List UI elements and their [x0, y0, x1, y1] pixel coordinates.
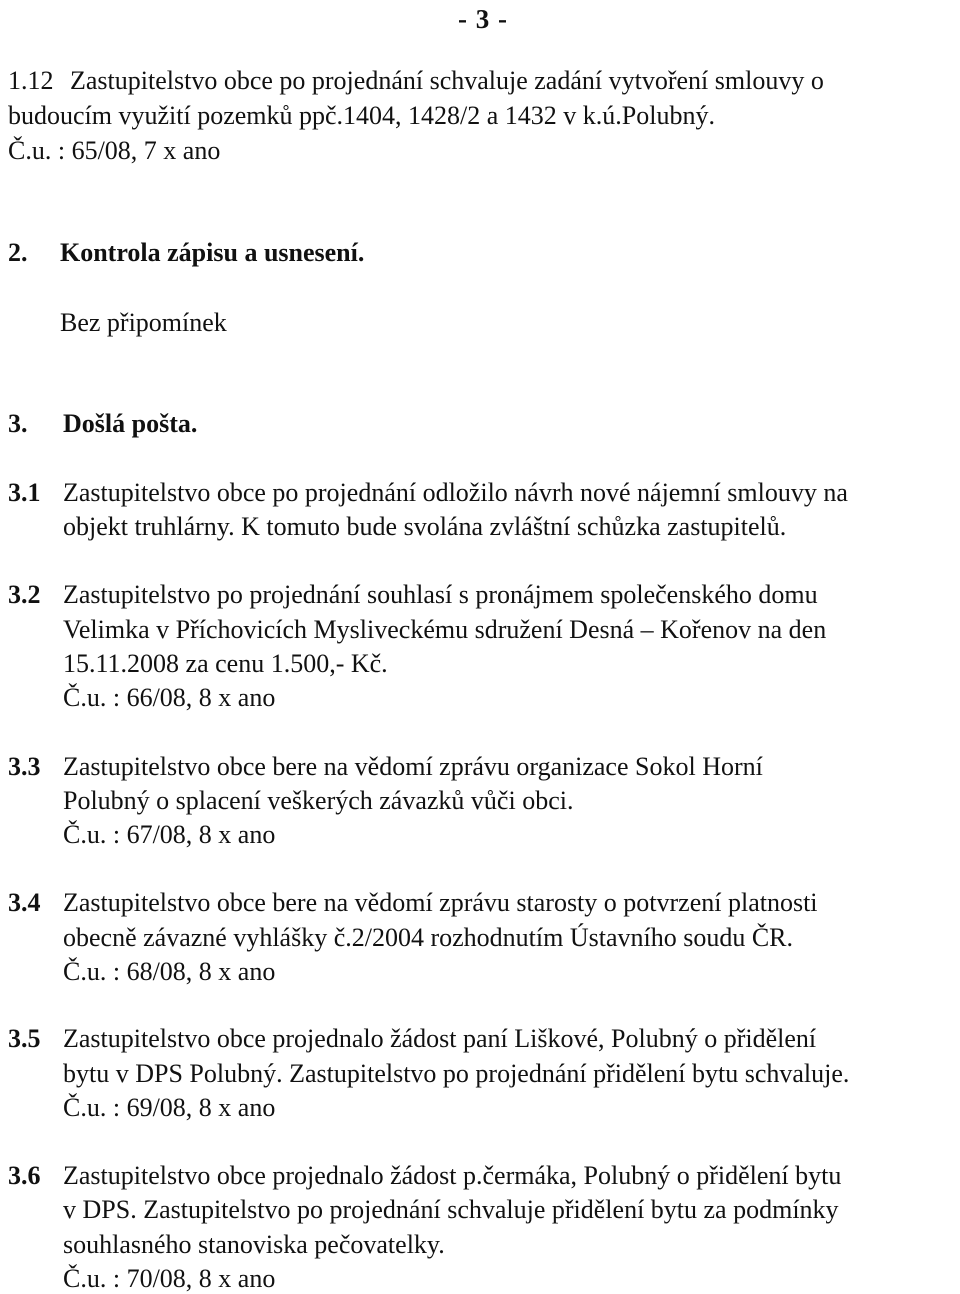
item-text-line: Zastupitelstvo obce projednalo žádost paní Liškové, Polubný o přidělení	[63, 1024, 817, 1053]
item-text-line: v DPS. Zastupitelstvo po projednání schvaluje přidělení bytu za podmínky	[63, 1195, 839, 1224]
resolution-number: Č.u. : 69/08, 8 x ano	[63, 1093, 276, 1122]
item-text-line: Polubný o splacení veškerých závazků vůči obci.	[63, 786, 574, 815]
item-text-line: budoucím využití pozemků ppč.1404, 1428/2 a 1432 v k.ú.Polubný.	[8, 101, 715, 130]
item-text-line: Zastupitelstvo obce po projednání schvaluje zadání vytvoření smlouvy o	[70, 66, 824, 95]
resolution-number: Č.u. : 65/08, 7 x ano	[8, 136, 221, 165]
page-number: - 3 -	[458, 4, 508, 34]
item-text-line: Zastupitelstvo obce po projednání odložilo návrh nové nájemní smlouvy na	[63, 478, 848, 507]
item-number: 3.3	[8, 752, 41, 781]
item-number: 3.1	[8, 478, 41, 507]
resolution-number: Č.u. : 67/08, 8 x ano	[63, 820, 276, 849]
item-text-line: bytu v DPS Polubný. Zastupitelstvo po projednání přidělení bytu schvaluje.	[63, 1059, 850, 1088]
resolution-number: Č.u. : 66/08, 8 x ano	[63, 683, 276, 712]
section-number: 2.	[8, 238, 28, 267]
item-number: 3.2	[8, 580, 41, 609]
item-number: 3.4	[8, 888, 41, 917]
section-title: Došlá pošta.	[63, 409, 198, 438]
item-text-line: objekt truhlárny. K tomuto bude svolána zvláštní schůzka zastupitelů.	[63, 512, 787, 541]
item-text-line: Velimka v Příchovicích Mysliveckému sdružení Desná – Kořenov na den	[63, 615, 827, 644]
item-text-line: 15.11.2008 za cenu 1.500,- Kč.	[63, 649, 388, 678]
item-text-line: Zastupitelstvo obce bere na vědomí zprávu starosty o potvrzení platnosti	[63, 888, 818, 917]
section-note: Bez připomínek	[60, 308, 227, 337]
section-title: Kontrola zápisu a usnesení.	[60, 238, 365, 267]
item-number: 3.5	[8, 1024, 41, 1053]
item-text-line: obecně závazné vyhlášky č.2/2004 rozhodnutím Ústavního soudu ČR.	[63, 923, 794, 952]
item-text-line: Zastupitelstvo po projednání souhlasí s pronájmem společenského domu	[63, 580, 818, 609]
item-text-line: Zastupitelstvo obce projednalo žádost p.čermáka, Polubný o přidělení bytu	[63, 1161, 842, 1190]
item-text-line: souhlasného stanoviska pečovatelky.	[63, 1230, 445, 1259]
item-text-line: Zastupitelstvo obce bere na vědomí zprávu organizace Sokol Horní	[63, 752, 763, 781]
item-number: 1.12	[8, 66, 54, 95]
resolution-number: Č.u. : 68/08, 8 x ano	[63, 957, 276, 986]
item-number: 3.6	[8, 1161, 41, 1190]
section-number: 3.	[8, 409, 28, 438]
resolution-number: Č.u. : 70/08, 8 x ano	[63, 1264, 276, 1293]
